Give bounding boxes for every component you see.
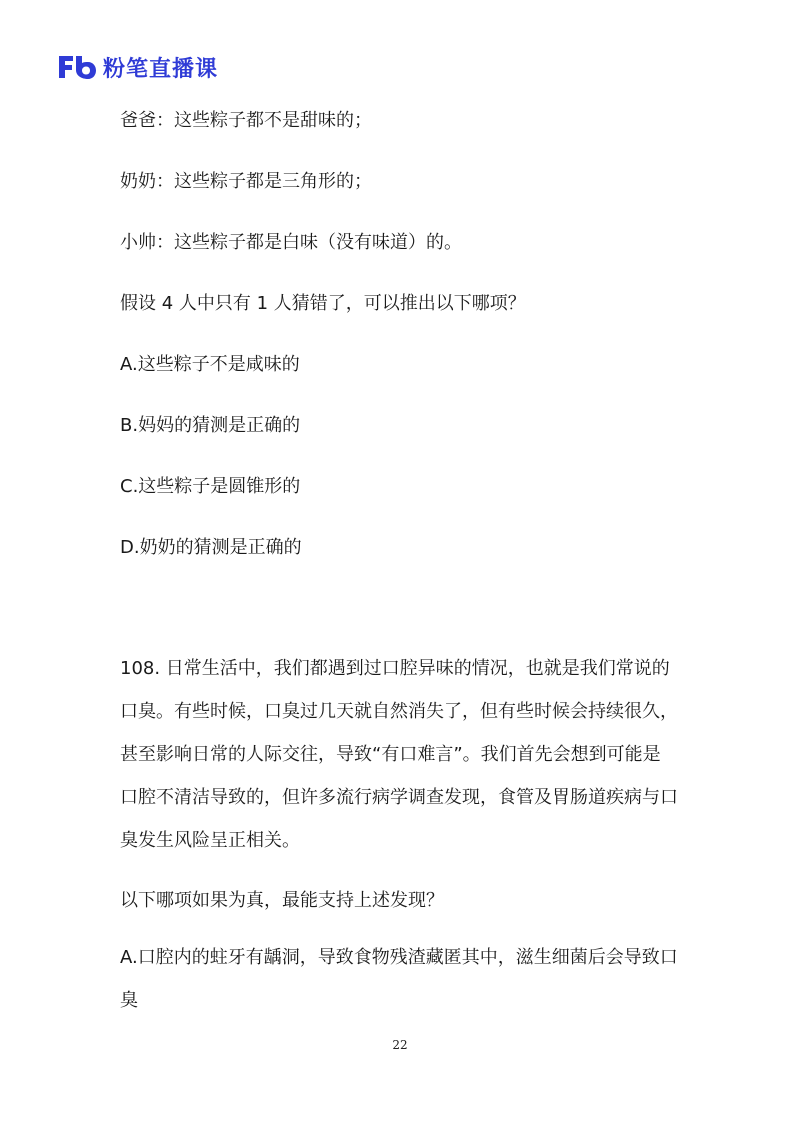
question-108-prompt: 以下哪项如果为真，最能支持上述发现？ — [120, 890, 444, 911]
question-108-option-a-line: 臭 — [120, 990, 138, 1011]
option-a: A.这些粽子不是咸味的 — [120, 354, 300, 375]
statement-dad: 爸爸：这些粽子都不是甜味的； — [120, 110, 372, 131]
question-108-stem-line: 口臭。有些时候，口臭过几天就自然消失了，但有些时候会持续很久， — [120, 701, 678, 722]
question-108-stem-line: 口腔不清洁导致的，但许多流行病学调查发现，食管及胃肠道疾病与口 — [120, 787, 678, 808]
brand-name: 粉笔直播课 — [103, 56, 219, 82]
question-prompt: 假设 4 人中只有 1 人猜错了，可以推出以下哪项？ — [120, 293, 526, 314]
option-b: B.妈妈的猜测是正确的 — [120, 415, 301, 436]
option-c: C.这些粽子是圆锥形的 — [120, 476, 301, 497]
statement-grandma: 奶奶：这些粽子都是三角形的； — [120, 171, 372, 192]
statement-xiaoshuai: 小帅：这些粽子都是白味（没有味道）的。 — [120, 232, 462, 253]
question-108-stem-line: 臭发生风险呈正相关。 — [120, 830, 300, 851]
question-108-stem-line: 甚至影响日常的人际交往，导致“有口难言”。我们首先会想到可能是 — [120, 744, 661, 765]
option-d: D.奶奶的猜测是正确的 — [120, 537, 302, 558]
question-108-option-a-line: A.口腔内的蛀牙有龋洞，导致食物残渣藏匿其中，滋生细菌后会导致口 — [120, 947, 678, 968]
question-108-stem-line: 108. 日常生活中，我们都遇到过口腔异味的情况，也就是我们常说的 — [120, 658, 670, 679]
page-number: 22 — [392, 1038, 408, 1052]
fenbi-logo-icon — [57, 54, 97, 80]
brand-logo — [57, 52, 218, 82]
